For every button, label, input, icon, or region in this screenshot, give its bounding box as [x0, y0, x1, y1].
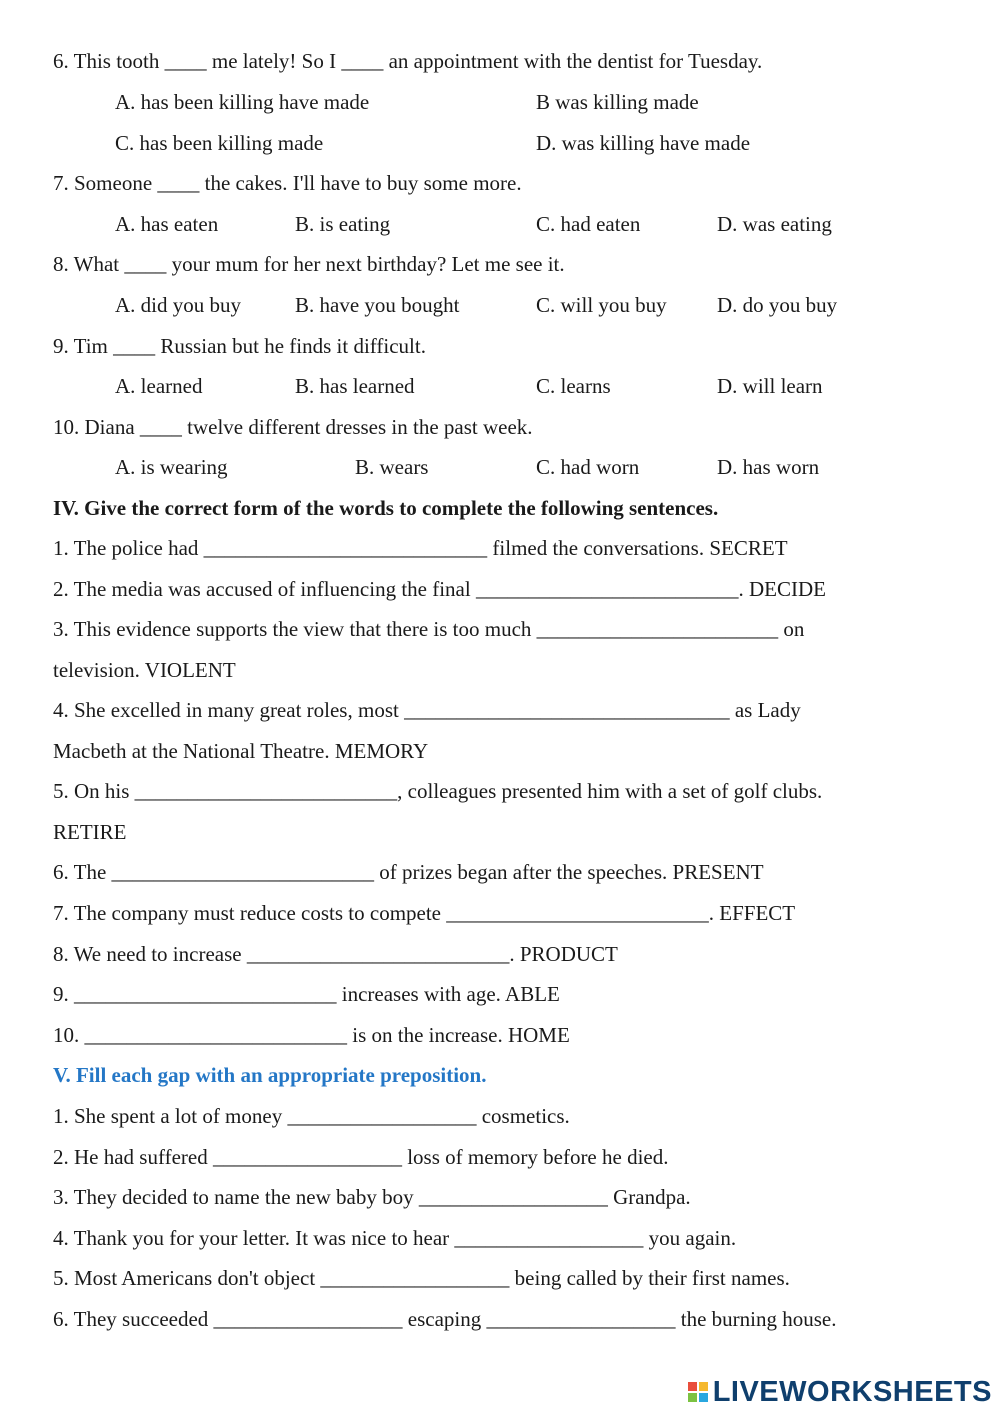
option-8d[interactable]: D. do you buy	[717, 293, 838, 317]
option-8a[interactable]: A. did you buy	[115, 293, 241, 317]
preposition-line: 5. Most Americans don't object __________________ being called by their first names.	[53, 1266, 790, 1290]
word-form-line: 4. She excelled in many great roles, most _______________________________ as Lady	[53, 698, 801, 722]
option-6c[interactable]: C. has been killing made	[115, 131, 324, 155]
question-10: 10. Diana ____ twelve different dresses in the past week.	[53, 415, 533, 439]
word-form-line: television. VIOLENT	[53, 658, 236, 682]
word-form-line: 10. _________________________ is on the increase. HOME	[53, 1023, 570, 1047]
option-9b[interactable]: B. has learned	[295, 374, 415, 398]
question-7: 7. Someone ____ the cakes. I'll have to buy some more.	[53, 171, 522, 195]
preposition-line: 2. He had suffered __________________ loss of memory before he died.	[53, 1145, 669, 1169]
word-form-line: 7. The company must reduce costs to compete _________________________. EFFECT	[53, 901, 796, 925]
option-8b[interactable]: B. have you bought	[295, 293, 460, 317]
option-7c[interactable]: C. had eaten	[536, 212, 641, 236]
brand-name: LIVEWORKSHEETS	[712, 1375, 992, 1408]
logo-square-green	[688, 1393, 697, 1402]
word-form-line: 2. The media was accused of influencing the final _________________________. DECIDE	[53, 577, 826, 601]
liveworksheets-logo-icon	[688, 1382, 708, 1402]
word-form-line: RETIRE	[53, 820, 127, 844]
word-form-line: 6. The _________________________ of prizes began after the speeches. PRESENT	[53, 860, 764, 884]
option-7d[interactable]: D. was eating	[717, 212, 832, 236]
preposition-line: 6. They succeeded __________________ escaping __________________ the burning house.	[53, 1307, 837, 1331]
option-8c[interactable]: C. will you buy	[536, 293, 667, 317]
option-9c[interactable]: C. learns	[536, 374, 611, 398]
option-10a[interactable]: A. is wearing	[115, 455, 228, 479]
option-6b[interactable]: B was killing made	[536, 90, 699, 114]
option-9d[interactable]: D. will learn	[717, 374, 823, 398]
preposition-line: 3. They decided to name the new baby boy __________________ Grandpa.	[53, 1185, 691, 1209]
option-7a[interactable]: A. has eaten	[115, 212, 219, 236]
option-7b[interactable]: B. is eating	[295, 212, 391, 236]
liveworksheets-logo	[688, 1377, 992, 1407]
section-iv-heading: IV. Give the correct form of the words to complete the following sentences.	[53, 496, 719, 520]
word-form-line: 1. The police had ___________________________ filmed the conversations. SECRET	[53, 536, 788, 560]
word-form-line: Macbeth at the National Theatre. MEMORY	[53, 739, 429, 763]
section-v-heading: V. Fill each gap with an appropriate preposition.	[53, 1063, 487, 1087]
option-10b[interactable]: B. wears	[355, 455, 429, 479]
option-9a[interactable]: A. learned	[115, 374, 203, 398]
logo-square-blue	[699, 1393, 708, 1402]
question-9: 9. Tim ____ Russian but he finds it difficult.	[53, 334, 426, 358]
word-form-line: 9. _________________________ increases with age. ABLE	[53, 982, 560, 1006]
word-form-line: 3. This evidence supports the view that there is too much _______________________ on	[53, 617, 805, 641]
word-form-line: 8. We need to increase _________________________. PRODUCT	[53, 942, 618, 966]
question-6: 6. This tooth ____ me lately! So I ____ an appointment with the dentist for Tuesday.	[53, 49, 763, 73]
logo-square-yellow	[699, 1382, 708, 1391]
question-8: 8. What ____ your mum for her next birthday? Let me see it.	[53, 252, 565, 276]
logo-square-red	[688, 1382, 697, 1391]
option-6d[interactable]: D. was killing have made	[536, 131, 751, 155]
option-6a[interactable]: A. has been killing have made	[115, 90, 370, 114]
preposition-line: 1. She spent a lot of money __________________ cosmetics.	[53, 1104, 570, 1128]
preposition-line: 4. Thank you for your letter. It was nice to hear __________________ you again.	[53, 1226, 737, 1250]
word-form-line: 5. On his _________________________, colleagues presented him with a set of golf clubs.	[53, 779, 823, 803]
option-10d[interactable]: D. has worn	[717, 455, 820, 479]
option-10c[interactable]: C. had worn	[536, 455, 640, 479]
